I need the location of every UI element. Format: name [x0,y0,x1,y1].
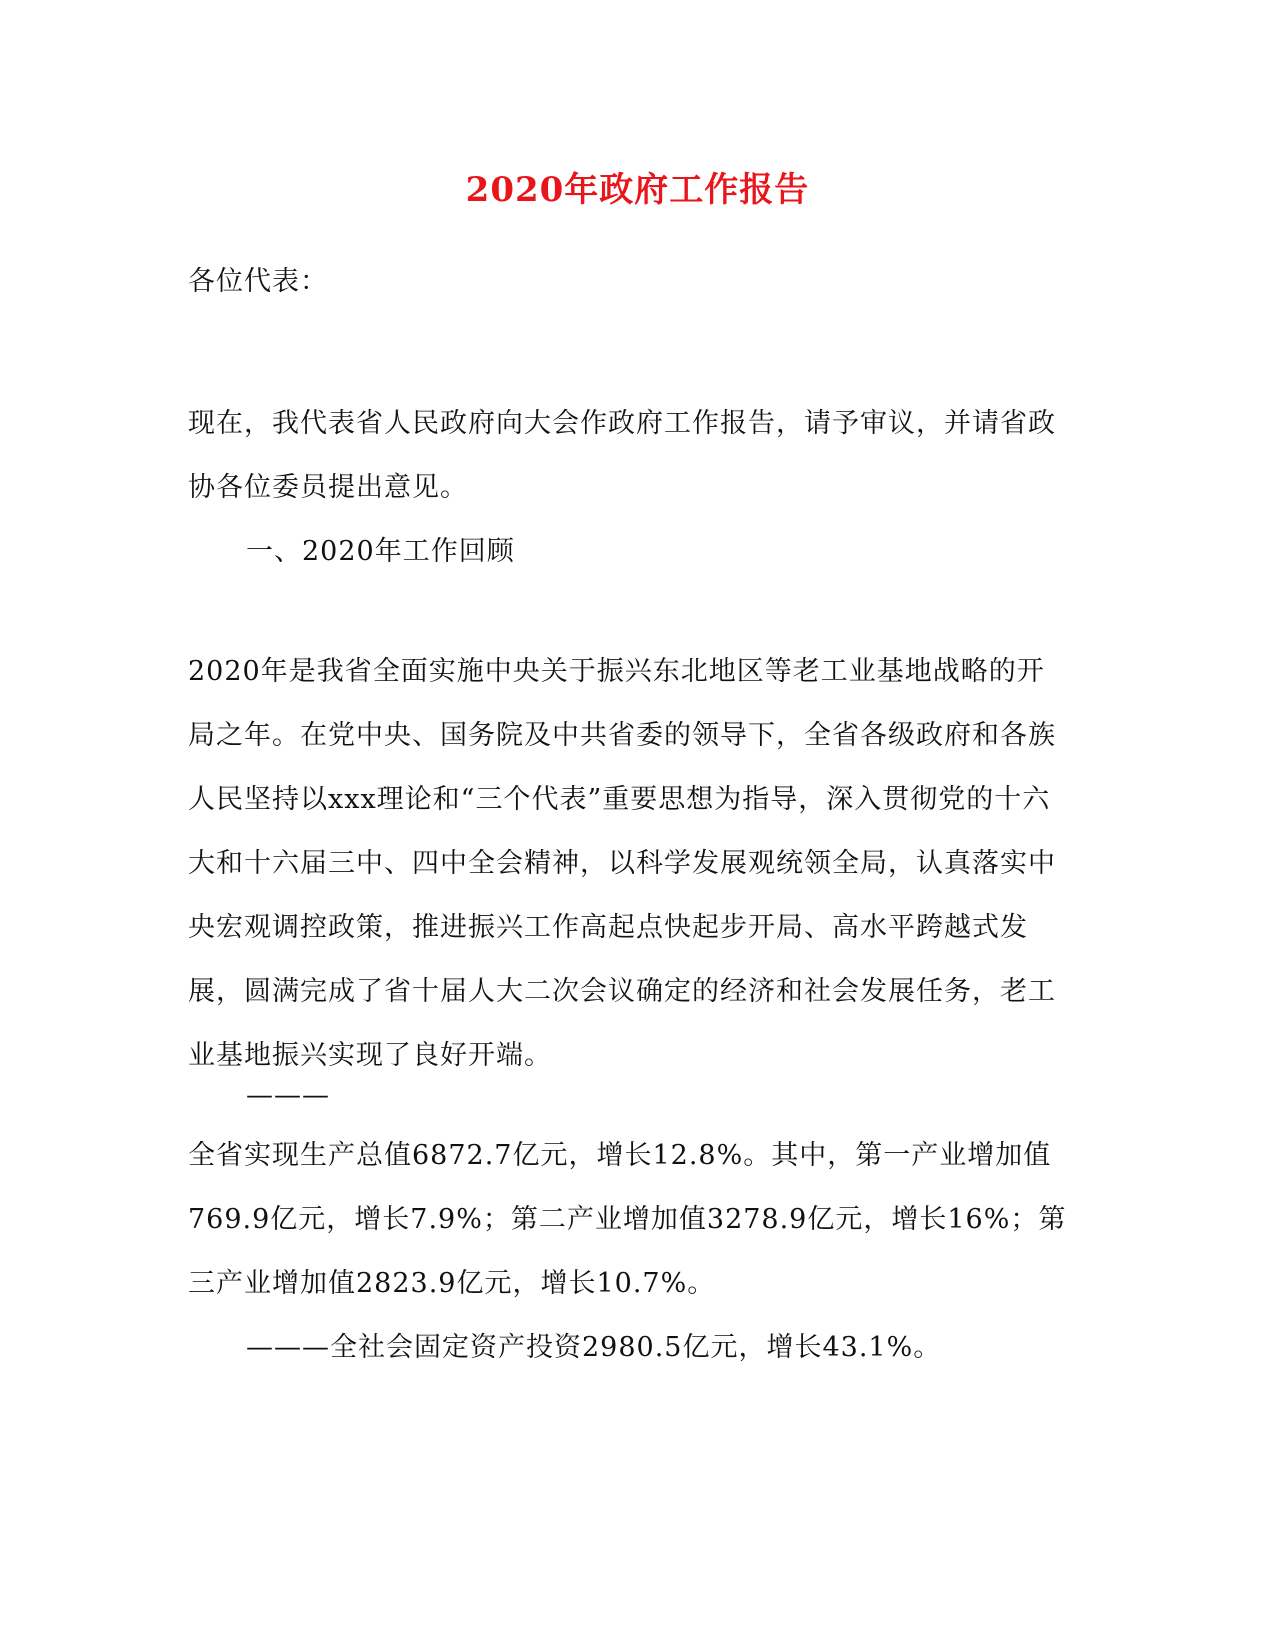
investment-line: ———全社会固定资产投资2980.5亿元，增长43.1%。 [246,1332,942,1363]
section-heading: 一、2020年工作回顾 [246,536,515,567]
document-title: 2020年政府工作报告 [465,170,810,210]
gdp-paragraph: 全省实现生产总值6872.7亿元，增长12.8%。其中，第一产业增加值769.9亿元，增长7.9%；第二产业增加值3278.9亿元，增长16%；第三产业增加值2823.9亿元，增长10.7%。 [188,1140,1067,1299]
dash-line: ——— [246,1080,330,1111]
salutation: 各位代表： [188,266,328,297]
review-paragraph: 2020年是我省全面实施中央关于振兴东北地区等老工业基地战略的开局之年。在党中央、国务院及中共省委的领导下，全省各级政府和各族人民坚持以xxx理论和“三个代表”重要思想为指导，深入贯彻党的十六大和十六届三中、四中全会精神，以科学发展观统领全局，认真落实中央宏观调控政策，推进振兴工作高起点快起步开局、高水平跨越式发展，圆满完成了省十届人大二次会议确定的经济和社会发展任务，老工业基地振兴实现了良好开端。 [188,656,1056,1071]
intro-paragraph: 现在，我代表省人民政府向大会作政府工作报告，请予审议，并请省政协各位委员提出意见。 [188,408,1056,503]
